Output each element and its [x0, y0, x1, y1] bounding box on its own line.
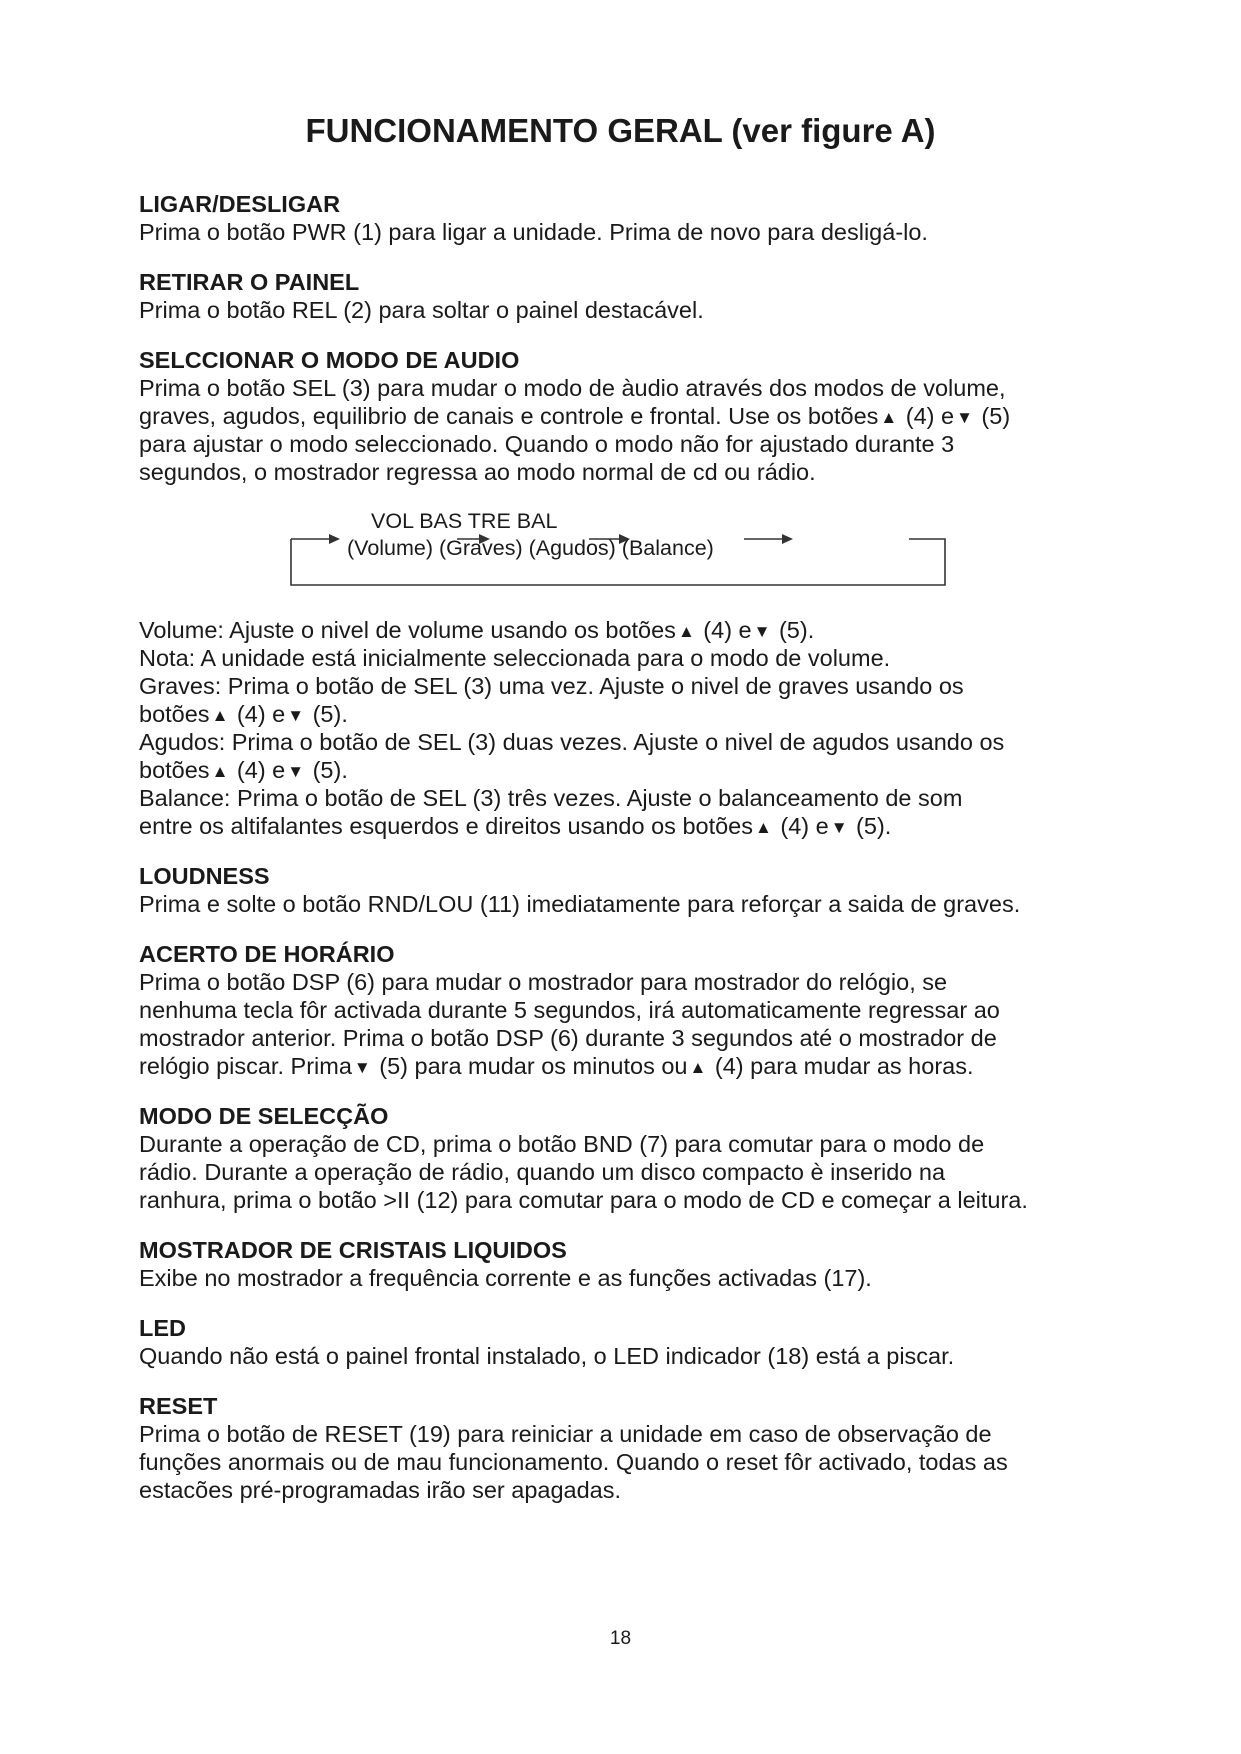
diagram-mode-abbrev: VOL BAS TRE BAL [371, 509, 558, 533]
page-content [139, 190, 1139, 1526]
text-line: Durante a operação de CD, prima o botão BND (7) para comutar para o modo de [139, 1131, 985, 1157]
section-text [139, 1342, 1139, 1370]
text-line [139, 402, 1139, 430]
text-fragment: Volume: Ajuste o nivel de volume usando os botões [139, 617, 676, 643]
down-arrow-icon: ▼ [287, 706, 305, 725]
section-mode-descriptions [139, 616, 1139, 840]
section-lcd [139, 1236, 1139, 1292]
section-heading: MODO DE SELECÇÃO [139, 1103, 389, 1129]
text-fragment: (5). [772, 617, 815, 643]
up-arrow-icon: ▲ [211, 706, 229, 725]
arrow-head-4 [782, 534, 793, 544]
text-fragment: graves, agudos, equilibrio de canais e controle e frontal. Use os botões [139, 403, 879, 429]
text-line: Prima o botão REL (2) para soltar o painel destacável. [139, 297, 704, 323]
text-line: mostrador anterior. Prima o botão DSP (6) durante 3 segundos até o mostrador de [139, 1025, 997, 1051]
text-fragment: (5). [849, 813, 892, 839]
text-line: Prima e solte o botão RND/LOU (11) imediatamente para reforçar a saida de graves. [139, 891, 1021, 917]
down-arrow-icon: ▼ [753, 622, 771, 641]
text-line: Prima o botão de RESET (19) para reiniciar a unidade em caso de observação de [139, 1421, 992, 1447]
section-clock [139, 940, 1139, 1080]
text-line: rádio. Durante a operação de rádio, quando um disco compacto è inserido na [139, 1159, 946, 1185]
text-fragment: (4) para mudar as horas. [708, 1053, 974, 1079]
diagram-mode-names: (Volume) (Graves) (Agudos) (Balance) [347, 536, 714, 560]
text-fragment: (5) para mudar os minutos ou [372, 1053, 688, 1079]
text-line [139, 756, 1139, 784]
section-text [139, 218, 1139, 246]
text-line: Nota: A unidade está inicialmente seleccionada para o modo de volume. [139, 645, 891, 671]
text-fragment: (5) [974, 403, 1011, 429]
section-heading: SELCCIONAR O MODO DE AUDIO [139, 347, 520, 373]
text-line: Exibe no mostrador a frequência corrente e as funções activadas (17). [139, 1265, 872, 1291]
section-mode-select [139, 1102, 1139, 1214]
up-arrow-icon: ▲ [755, 818, 772, 837]
text-fragment: (4) e [230, 757, 286, 783]
text-line [139, 616, 1139, 644]
page-title: FUNCIONAMENTO GERAL (ver figure A) [305, 112, 936, 149]
text-fragment: (4) e [230, 701, 286, 727]
text-line: Graves: Prima o botão de SEL (3) uma vez. Ajuste o nivel de graves usando os [139, 673, 964, 699]
section-led [139, 1314, 1139, 1370]
section-text [139, 890, 1139, 918]
text-fragment: (5). [306, 701, 348, 727]
section-heading: RETIRAR O PAINEL [139, 269, 360, 295]
down-arrow-icon: ▼ [287, 762, 305, 781]
text-fragment: (5). [306, 757, 348, 783]
text-fragment: botões [139, 701, 210, 727]
section-release-panel [139, 268, 1139, 324]
down-arrow-icon: ▼ [956, 408, 973, 427]
section-text [139, 296, 1139, 324]
text-line: Quando não está o painel frontal instalado, o LED indicador (18) está a piscar. [139, 1343, 955, 1369]
up-arrow-icon: ▲ [689, 1058, 707, 1077]
text-line: Prima o botão SEL (3) para mudar o modo de àudio através dos modos de volume, [139, 375, 1006, 401]
section-heading: LIGAR/DESLIGAR [139, 191, 341, 217]
section-text [139, 374, 1139, 486]
up-arrow-icon: ▲ [880, 408, 898, 427]
section-audio-mode [139, 346, 1139, 486]
text-line: Prima o botão DSP (6) para mudar o mostrador para mostrador do relógio, se [139, 969, 948, 995]
text-line [139, 812, 1139, 840]
text-line [139, 1052, 1139, 1080]
section-reset [139, 1392, 1139, 1504]
text-line: segundos, o mostrador regressa ao modo normal de cd ou rádio. [139, 459, 816, 485]
text-fragment: (4) e [696, 617, 752, 643]
text-fragment: entre os altifalantes esquerdos e direitos usando os botões [139, 813, 754, 839]
text-line: Agudos: Prima o botão de SEL (3) duas vezes. Ajuste o nivel de agudos usando os [139, 729, 1005, 755]
up-arrow-icon: ▲ [211, 762, 229, 781]
section-text [139, 616, 1139, 840]
section-text [139, 1130, 1139, 1214]
down-arrow-icon: ▼ [830, 818, 848, 837]
text-line [139, 700, 1139, 728]
up-arrow-icon: ▲ [677, 622, 695, 641]
text-line: estacões pré-programadas irão ser apagadas. [139, 1477, 622, 1503]
text-line: funções anormais ou de mau funcionamento. Quando o reset fôr activado, todas as [139, 1449, 1008, 1475]
text-line: para ajustar o modo seleccionado. Quando o modo não for ajustado durante 3 [139, 431, 955, 457]
text-fragment: (4) e [773, 813, 829, 839]
audio-mode-cycle-diagram [139, 496, 1139, 592]
text-fragment: (4) e [899, 403, 955, 429]
section-text [139, 1264, 1139, 1292]
section-heading: LED [139, 1315, 186, 1341]
down-arrow-icon: ▼ [353, 1058, 371, 1077]
text-line: Prima o botão PWR (1) para ligar a unidade. Prima de novo para desligá-lo. [139, 219, 928, 245]
section-heading: ACERTO DE HORÁRIO [139, 941, 395, 967]
section-text [139, 968, 1139, 1080]
section-loudness [139, 862, 1139, 918]
section-heading: MOSTRADOR DE CRISTAIS LIQUIDOS [139, 1237, 567, 1263]
text-line: ranhura, prima o botão >II (12) para comutar para o modo de CD e começar a leitura. [139, 1187, 1028, 1213]
text-line: nenhuma tecla fôr activada durante 5 segundos, irá automaticamente regressar ao [139, 997, 1000, 1023]
text-fragment: relógio piscar. Prima [139, 1053, 352, 1079]
section-heading: LOUDNESS [139, 863, 270, 889]
section-text [139, 1420, 1139, 1504]
text-line: Balance: Prima o botão de SEL (3) três vezes. Ajuste o balanceamento de som [139, 785, 963, 811]
section-power [139, 190, 1139, 246]
text-fragment: botões [139, 757, 210, 783]
section-heading: RESET [139, 1393, 218, 1419]
arrow-head-left [329, 534, 340, 544]
page-number: 18 [609, 1628, 632, 1649]
